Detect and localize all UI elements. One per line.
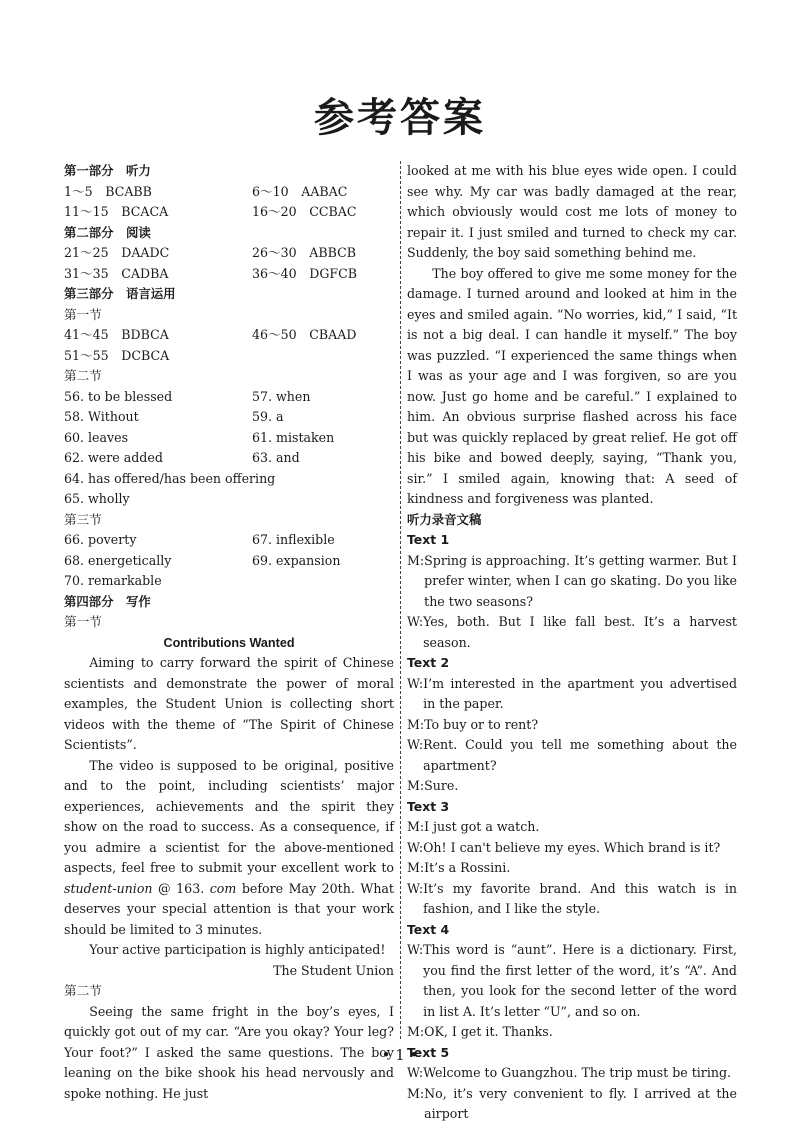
page-title: 参考答案 [314, 95, 486, 141]
dialog-line: M: Spring is approaching. It’s getting warmer. But I prefer winter, when I can go skating. Do you like the two seasons? [407, 552, 737, 609]
text-label: Text 2 [407, 655, 450, 670]
text-label: Text 4 [407, 921, 450, 937]
left-column [64, 161, 394, 1104]
text-label: Text 3 [407, 798, 450, 814]
dialog-line: W: This word is “aunt”. Here is a dictionary. First, you find the first letter of the word, it’s “A”. And then, you look for the second letter of the word in list A. It’s letter “U”, and so on. [407, 942, 737, 1019]
dialog-line: W: I’m interested in the apartment you advertised in the paper. [407, 675, 737, 711]
section-label: 第一节 [64, 614, 102, 629]
answer-row: 68. energetically 69. expansion [64, 552, 341, 568]
answer-row: 56. to be blessed 57. when [64, 388, 311, 404]
dialog-line: M: OK, I get it. Thanks. [407, 1024, 553, 1039]
answer-row: 62. were added 63. and [64, 450, 300, 465]
answer-row: 65. wholly [64, 491, 130, 506]
answer-row: 51～55 DCBCA [64, 347, 170, 363]
essay-paragraph: The video is supposed to be original, positive and to the point, including scientists’ major experiences, achievements and the spirit they show on the road to success. As a consequence, if you admire a scientist for the above-mentioned aspects, feel free to submit your excellent work to student-union @ 163. com before May 20th. What deserves your special attention is that your work should be limited to 3 minutes. [64, 757, 394, 937]
dialog-line: W: Rent. Could you tell me something about the apartment? [407, 737, 737, 773]
part4-heading: 第四部分 写作 [64, 593, 151, 609]
part2-heading: 第二部分 阅读 [64, 224, 151, 240]
right-column [407, 161, 737, 1125]
dialog-line: M: I just got a watch. [407, 819, 540, 834]
transcript-heading: 听力录音文稿 [407, 511, 482, 527]
email-address: student-union [64, 880, 153, 896]
answer-row: 64. has offered/has been offering [64, 470, 276, 486]
text-label: Text 1 [407, 532, 450, 547]
essay-paragraph: Aiming to carry forward the spirit of Chinese scientists and demonstrate the power of moral examples, the Student Union is collecting short videos with the theme of “The Spirit of Chinese Scientists”. [64, 655, 394, 752]
dialog-line: M: It’s a Rossini. [407, 860, 511, 875]
dialog-line: W: Welcome to Guangzhou. The trip must be tiring. [407, 1065, 732, 1080]
part3-heading: 第三部分 语言运用 [64, 286, 176, 301]
answer-row: 41～45 BDBCA 46～50 CBAAD [64, 327, 357, 342]
essay-title: Contributions Wanted [163, 635, 295, 650]
answer-row: 11～15 BCACA 16～20 CCBAC [64, 204, 357, 219]
section-label: 第一节 [64, 306, 102, 322]
answer-row: 60. leaves 61. mistaken [64, 429, 335, 445]
story-paragraph: looked at me with his blue eyes wide open. I could see why. My car was badly damaged at the rear, which obviously would cost me lots of money to repair it. I just smiled and turned to check my car. Suddenly, the boy said something behind me. [407, 163, 737, 260]
answer-row: 31～35 CADBA 36～40 DGFCB [64, 265, 358, 281]
answer-row: 58. Without 59. a [64, 409, 284, 424]
part1-heading: 第一部分 听力 [64, 163, 151, 178]
section-label: 第二节 [64, 368, 102, 383]
answer-row: 70. remarkable [64, 573, 162, 588]
story-paragraph: The boy offered to give me some money for the damage. I turned around and looked at him in the eyes and smiled again. “No worries, kid,” I said, “It is not a big deal. I can handle it myself.” The boy was puzzled. “I experienced the same things when I was as your age and I was forgiven, so are you now. Just go home and be careful.” I explained to him. An obvious surprise flashed across his face but was quickly replaced by great relief. He got off his bike and bowed deeply, saying, “Thank you, sir.” I smiled again, knowing that: A seed of kindness and forgiveness was planted. [407, 265, 737, 506]
answer-row: 1～5 BCABB 6～10 AABAC [64, 183, 348, 199]
dialog-line: M: Sure. [407, 778, 459, 793]
section-label: 第三节 [64, 511, 102, 527]
dialog-line: W: Yes, both. But I like fall best. It’s a harvest season. [407, 614, 737, 650]
essay-signature: The Student Union [273, 962, 394, 978]
essay-paragraph: Your active participation is highly anticipated! [89, 942, 386, 957]
section-label: 第二节 [64, 983, 102, 998]
dialog-line: W: Oh! I can't believe my eyes. Which brand is it? [407, 839, 721, 855]
answer-row: 66. poverty 67. inflexible [64, 532, 335, 547]
column-divider [400, 161, 401, 1039]
answer-row: 21～25 DAADC 26～30 ABBCB [64, 245, 356, 260]
dialog-line: M: No, it’s very convenient to fly. I arrived at the airport [407, 1085, 737, 1121]
story-paragraph: Seeing the same fright in the boy’s eyes, I quickly got out of my car. “Are you okay? Your leg? Your foot?” I asked the same questions. The boy leaning on the bike shook his head nervously and spoke nothing. He just [64, 1003, 394, 1101]
page-number: • 1 • [381, 1046, 419, 1064]
dialog-line: W: It’s my favorite brand. And this watch is in fashion, and I like the style. [407, 880, 737, 916]
dialog-line: M: To buy or to rent? [407, 716, 539, 732]
text-label: Text 5 [407, 1044, 450, 1060]
